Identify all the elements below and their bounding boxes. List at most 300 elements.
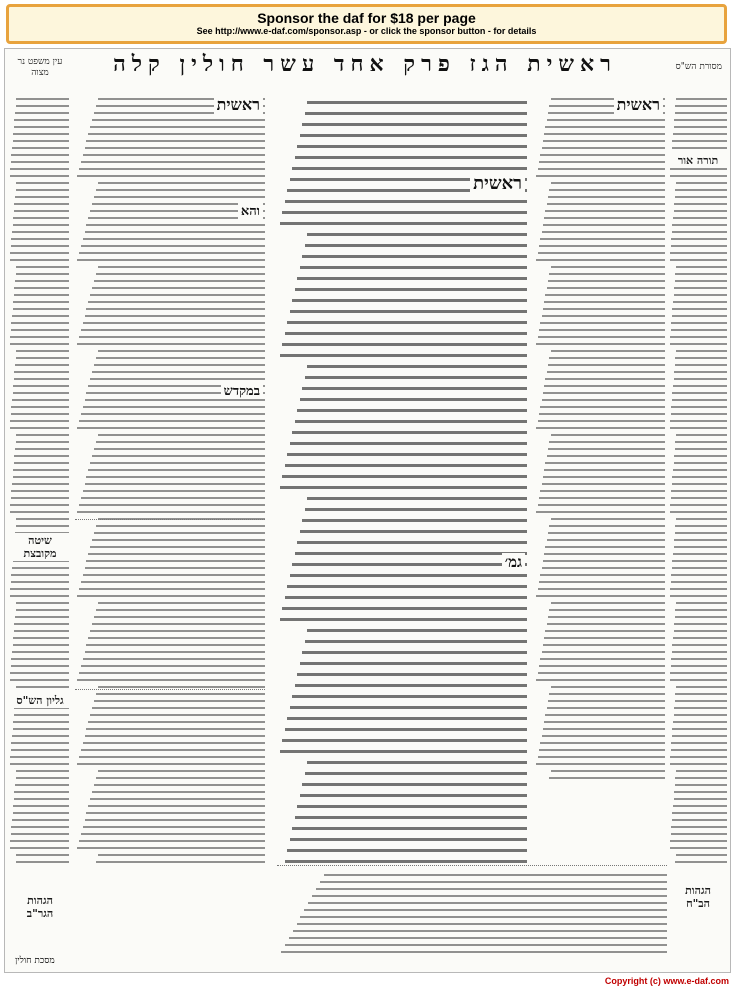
divider: [75, 519, 265, 520]
text-line: [670, 756, 727, 758]
text-line: [670, 840, 727, 842]
text-line: [673, 301, 727, 303]
bottom-commentary-text: [277, 869, 667, 965]
text-line: [83, 406, 265, 408]
text-line: [670, 511, 727, 513]
text-line: [674, 798, 727, 800]
text-line: [300, 266, 528, 269]
text-line: [547, 119, 665, 121]
text-line: [542, 231, 666, 233]
text-line: [86, 308, 265, 310]
text-line: [674, 714, 727, 716]
text-line: [547, 623, 665, 625]
text-line: [81, 833, 265, 835]
text-line: [295, 156, 528, 159]
text-line: [671, 245, 727, 247]
text-line: [539, 581, 665, 583]
text-line: [676, 434, 727, 436]
text-line: [545, 714, 665, 716]
text-line: [79, 756, 265, 758]
masoret-hashas-label: מסורת הש"ס: [675, 62, 722, 72]
text-line: [300, 662, 528, 665]
text-line: [14, 791, 69, 793]
text-line: [16, 686, 69, 688]
text-line: [15, 196, 69, 198]
text-line: [77, 763, 265, 765]
text-line: [675, 609, 727, 611]
text-line: [12, 483, 69, 485]
text-line: [300, 794, 528, 797]
text-line: [549, 525, 665, 527]
text-line: [12, 651, 69, 653]
text-line: [85, 567, 266, 569]
text-line: [287, 717, 527, 720]
text-line: [16, 854, 69, 856]
text-line: [675, 861, 727, 863]
text-line: [549, 441, 665, 443]
text-line: [302, 123, 527, 126]
text-line: [675, 105, 727, 107]
text-line: [675, 784, 727, 786]
text-line: [77, 343, 265, 345]
text-line: [12, 315, 69, 317]
text-line: [538, 756, 665, 758]
text-line: [94, 532, 265, 534]
text-line: [671, 497, 727, 499]
text-line: [282, 211, 527, 214]
text-line: [674, 539, 727, 541]
text-line: [79, 672, 265, 674]
text-line: [545, 378, 665, 380]
text-line: [545, 210, 665, 212]
text-line: [324, 874, 667, 876]
text-line: [670, 504, 727, 506]
text-line: [295, 552, 528, 555]
text-line: [297, 541, 527, 544]
text-line: [16, 602, 69, 604]
text-line: [674, 462, 727, 464]
text-line: [285, 464, 528, 467]
text-line: [675, 273, 727, 275]
text-line: [94, 280, 265, 282]
text-line: [98, 182, 265, 184]
text-line: [545, 462, 665, 464]
text-line: [83, 742, 265, 744]
ein-mishpat-text: [9, 93, 69, 963]
text-line: [312, 895, 667, 897]
text-line: [539, 665, 665, 667]
text-line: [11, 497, 69, 499]
text-line: [285, 728, 528, 731]
text-line: [90, 546, 265, 548]
text-line: [538, 168, 665, 170]
text-line: [280, 486, 528, 489]
text-line: [297, 145, 527, 148]
tosafot-opening-word: ראשית: [214, 95, 263, 115]
text-line: [672, 651, 727, 653]
text-line: [289, 937, 667, 939]
text-line: [551, 350, 665, 352]
text-line: [15, 364, 69, 366]
text-line: [81, 161, 265, 163]
text-line: [90, 630, 265, 632]
text-line: [538, 252, 665, 254]
text-line: [83, 238, 265, 240]
text-line: [10, 756, 69, 758]
text-line: [302, 519, 527, 522]
sponsor-banner[interactable]: [6, 4, 727, 44]
ein-mishpat-label: עין משפט נר מצוה: [17, 57, 63, 78]
text-line: [307, 761, 527, 764]
text-line: [14, 623, 69, 625]
text-line: [673, 805, 727, 807]
text-line: [83, 490, 265, 492]
text-line: [98, 350, 265, 352]
tosafot-text: [75, 93, 265, 963]
text-line: [90, 294, 265, 296]
text-line: [88, 637, 265, 639]
talmud-page: [4, 48, 731, 973]
text-line: [15, 280, 69, 282]
text-line: [674, 287, 727, 289]
text-line: [83, 154, 265, 156]
text-line: [13, 217, 69, 219]
text-line: [544, 301, 665, 303]
text-line: [674, 371, 727, 373]
text-line: [287, 585, 527, 588]
tosafot-column: [75, 93, 265, 963]
hagahot-bach-heading: הגהות הב"ח: [669, 883, 727, 911]
text-line: [292, 299, 527, 302]
text-line: [538, 588, 665, 590]
text-line: [290, 838, 528, 841]
text-line: [12, 819, 69, 821]
text-line: [547, 455, 665, 457]
text-line: [671, 833, 727, 835]
text-line: [282, 739, 527, 742]
text-line: [548, 280, 665, 282]
text-line: [285, 596, 528, 599]
text-line: [10, 427, 69, 429]
text-line: [13, 133, 69, 135]
text-line: [305, 244, 528, 247]
text-line: [536, 343, 665, 345]
text-line: [98, 686, 265, 688]
text-line: [96, 441, 265, 443]
text-line: [92, 623, 265, 625]
text-line: [551, 602, 665, 604]
text-line: [10, 588, 69, 590]
text-line: [672, 231, 727, 233]
text-line: [90, 378, 265, 380]
text-line: [88, 301, 265, 303]
text-line: [540, 574, 665, 576]
text-line: [14, 462, 69, 464]
text-line: [280, 618, 528, 621]
text-line: [544, 217, 665, 219]
torah-or-heading: תורה אור: [669, 153, 727, 168]
text-line: [98, 854, 265, 856]
text-line: [674, 119, 727, 121]
text-line: [672, 567, 727, 569]
text-line: [305, 508, 528, 511]
text-line: [538, 336, 665, 338]
gemara-marker: גמ׳: [502, 553, 525, 572]
text-line: [674, 294, 727, 296]
text-line: [672, 728, 727, 730]
text-line: [10, 343, 69, 345]
text-line: [671, 665, 727, 667]
text-line: [292, 695, 527, 698]
text-line: [673, 385, 727, 387]
text-line: [672, 315, 727, 317]
text-line: [16, 189, 69, 191]
text-line: [285, 332, 528, 335]
text-line: [11, 413, 69, 415]
text-line: [14, 210, 69, 212]
text-line: [544, 469, 665, 471]
text-line: [77, 679, 265, 681]
text-line: [672, 483, 727, 485]
text-line: [92, 707, 265, 709]
text-line: [10, 672, 69, 674]
text-line: [90, 714, 265, 716]
text-line: [305, 772, 528, 775]
text-line: [94, 784, 265, 786]
text-line: [673, 133, 727, 135]
text-line: [670, 588, 727, 590]
text-line: [86, 812, 265, 814]
text-line: [86, 140, 265, 142]
text-line: [10, 504, 69, 506]
text-line: [672, 140, 727, 142]
text-line: [675, 189, 727, 191]
text-line: [304, 909, 667, 911]
text-line: [675, 357, 727, 359]
text-line: [77, 511, 265, 513]
text-line: [540, 154, 665, 156]
text-line: [671, 826, 727, 828]
text-line: [539, 329, 665, 331]
text-line: [672, 644, 727, 646]
text-line: [676, 602, 727, 604]
text-line: [295, 420, 528, 423]
masoret-text: [669, 93, 727, 963]
text-line: [307, 101, 527, 104]
text-line: [15, 448, 69, 450]
sponsor-title[interactable]: Sponsor the daf for $18 per page: [257, 10, 476, 26]
text-line: [88, 805, 265, 807]
text-line: [295, 816, 528, 819]
text-line: [551, 434, 665, 436]
text-line: [290, 442, 528, 445]
text-line: [11, 742, 69, 744]
text-line: [282, 475, 527, 478]
text-line: [10, 259, 69, 261]
text-line: [672, 819, 727, 821]
sponsor-subtitle[interactable]: See http://www.e-daf.com/sponsor.asp - or click the sponsor button - for details: [196, 26, 537, 36]
text-line: [297, 277, 527, 280]
text-line: [670, 175, 727, 177]
text-line: [671, 406, 727, 408]
text-line: [92, 455, 265, 457]
text-line: [96, 777, 265, 779]
text-line: [285, 200, 528, 203]
text-line: [540, 238, 665, 240]
text-line: [98, 266, 265, 268]
text-line: [90, 126, 265, 128]
text-line: [10, 175, 69, 177]
text-line: [295, 288, 528, 291]
text-line: [542, 315, 666, 317]
text-line: [13, 140, 69, 142]
text-line: [670, 336, 727, 338]
text-line: [543, 476, 665, 478]
text-line: [551, 182, 665, 184]
text-line: [544, 637, 665, 639]
tractate-footer: מסכת חולין: [15, 956, 55, 966]
text-line: [88, 133, 265, 135]
text-line: [539, 497, 665, 499]
text-line: [13, 637, 69, 639]
text-line: [14, 119, 69, 121]
text-line: [85, 399, 266, 401]
text-line: [11, 406, 69, 408]
text-line: [675, 777, 727, 779]
text-line: [85, 231, 266, 233]
text-line: [551, 518, 665, 520]
text-line: [292, 167, 527, 170]
text-line: [12, 399, 69, 401]
text-line: [79, 168, 265, 170]
text-line: [545, 294, 665, 296]
text-line: [672, 147, 727, 149]
text-line: [675, 616, 727, 618]
text-line: [548, 532, 665, 534]
text-line: [10, 763, 69, 765]
text-line: [540, 658, 665, 660]
text-line: [285, 944, 667, 946]
text-line: [674, 791, 727, 793]
text-line: [543, 224, 665, 226]
text-line: [671, 490, 727, 492]
text-line: [670, 763, 727, 765]
text-line: [14, 798, 69, 800]
text-line: [674, 546, 727, 548]
text-line: [14, 714, 69, 716]
text-line: [14, 294, 69, 296]
text-line: [77, 427, 265, 429]
text-line: [98, 434, 265, 436]
text-line: [11, 329, 69, 331]
text-line: [92, 119, 265, 121]
text-line: [287, 453, 527, 456]
hagahot-grib-heading: הגהות הגר"ב: [9, 893, 69, 921]
text-line: [547, 287, 665, 289]
text-line: [543, 644, 665, 646]
text-line: [538, 672, 665, 674]
text-line: [287, 321, 527, 324]
text-line: [81, 497, 265, 499]
text-line: [544, 385, 665, 387]
text-line: [671, 238, 727, 240]
text-line: [540, 322, 665, 324]
text-line: [540, 406, 665, 408]
text-line: [13, 301, 69, 303]
text-line: [544, 721, 665, 723]
text-line: [676, 518, 727, 520]
text-line: [536, 511, 665, 513]
text-line: [549, 189, 665, 191]
text-line: [16, 350, 69, 352]
text-line: [307, 365, 527, 368]
text-line: [94, 364, 265, 366]
bottom-commentary: [277, 869, 667, 965]
text-line: [675, 700, 727, 702]
text-line: [545, 630, 665, 632]
text-line: [10, 336, 69, 338]
text-line: [10, 847, 69, 849]
text-line: [671, 581, 727, 583]
text-line: [543, 140, 665, 142]
text-line: [98, 770, 265, 772]
text-line: [675, 196, 727, 198]
text-line: [542, 399, 666, 401]
text-line: [542, 735, 666, 737]
text-line: [676, 854, 727, 856]
text-line: [540, 490, 665, 492]
text-line: [548, 364, 665, 366]
text-line: [96, 273, 265, 275]
text-line: [96, 189, 265, 191]
text-line: [16, 182, 69, 184]
rashi-text: [535, 93, 665, 863]
text-line: [14, 203, 69, 205]
text-line: [539, 161, 665, 163]
copyright-notice[interactable]: Copyright (c) www.e-daf.com: [604, 976, 729, 986]
text-line: [536, 427, 665, 429]
text-line: [96, 609, 265, 611]
text-line: [300, 134, 528, 137]
text-line: [94, 448, 265, 450]
text-line: [297, 673, 527, 676]
text-line: [549, 357, 665, 359]
text-line: [536, 595, 665, 597]
text-line: [670, 672, 727, 674]
text-line: [81, 245, 265, 247]
text-line: [12, 147, 69, 149]
text-line: [671, 329, 727, 331]
text-line: [13, 469, 69, 471]
text-line: [674, 203, 727, 205]
text-line: [14, 378, 69, 380]
text-line: [293, 930, 667, 932]
text-line: [15, 112, 69, 114]
ein-mishpat-column: [9, 93, 69, 963]
text-line: [16, 273, 69, 275]
text-line: [307, 629, 527, 632]
text-line: [305, 640, 528, 643]
text-line: [675, 448, 727, 450]
text-line: [544, 133, 665, 135]
text-line: [300, 530, 528, 533]
text-line: [13, 644, 69, 646]
text-line: [670, 427, 727, 429]
text-line: [290, 574, 528, 577]
text-line: [96, 357, 265, 359]
text-line: [81, 665, 265, 667]
text-line: [94, 616, 265, 618]
